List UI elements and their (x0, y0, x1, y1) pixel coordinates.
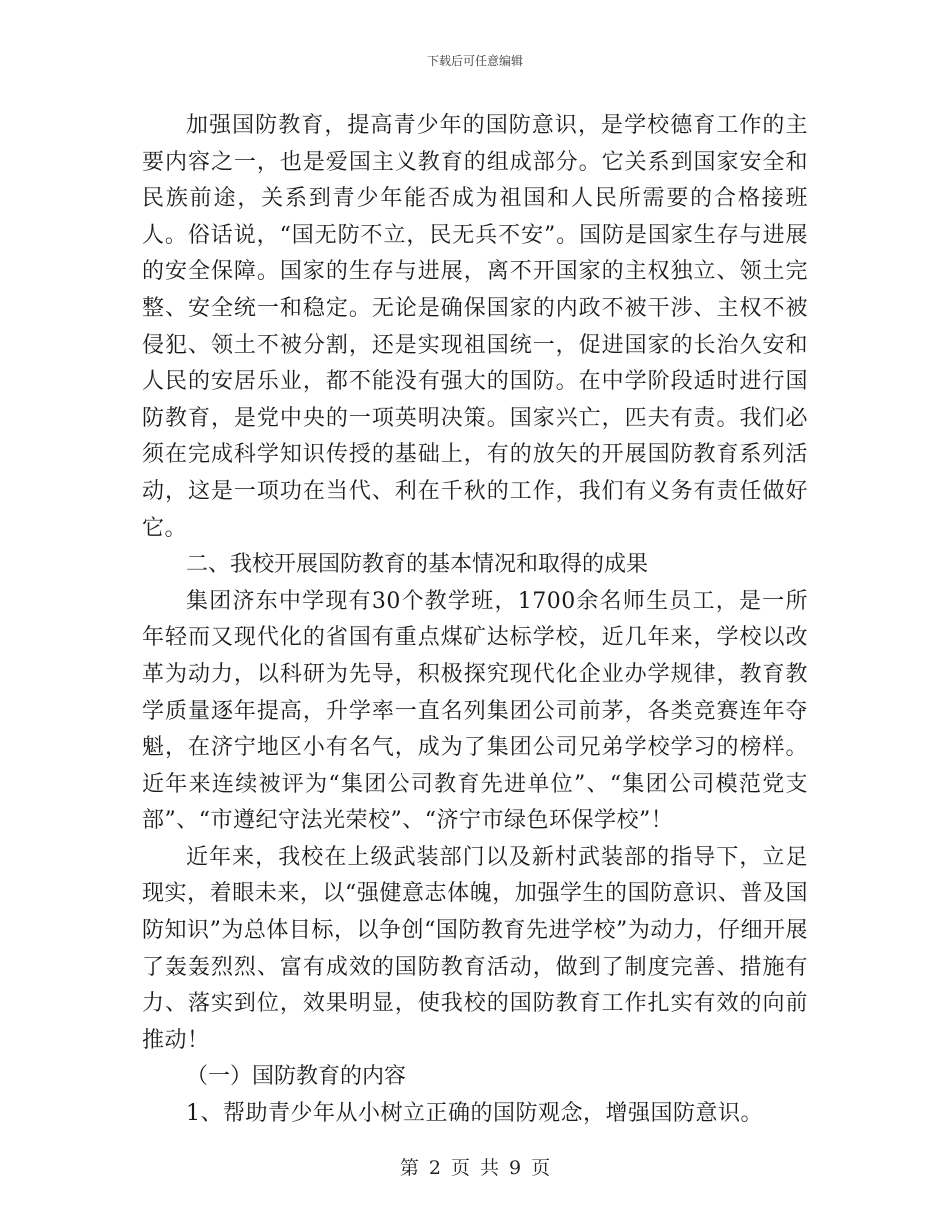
paragraph-school-overview: 集团济东中学现有30个教学班，1700余名师生员工，是一所年轻而又现代化的省国有重点煤矿达标学校，近几年来，学校以改革为动力，以科研为先导，积极探究现代化企业办学规律，教育教学质量逐年提高，升学率一直名列集团公司前茅，各类竞赛连年夺魁，在济宁地区小有名气，成为了集团公司兄弟学校学习的榜样。近年来连续被评为“集团公司教育先进单位”、“集团公司模范党支部”、“市遵纪守法光荣校”、“济宁市绿色环保学校”！ (142, 588, 808, 834)
section-heading-basic-situation: 二、我校开展国防教育的基本情况和取得的成果 (186, 552, 649, 578)
paragraph-national-defense-intro: 加强国防教育，提高青少年的国防意识，是学校德育工作的主要内容之一，也是爱国主义教育的组成部分。它关系到国家安全和民族前途，关系到青少年能否成为祖国和人民所需要的合格接班人。俗话说，“国无防不立，民无兵不安”。国防是国家生存与进展的安全保障。国家的生存与进展，离不开国家的主权独立、领土完整、安全统一和稳定。无论是确保国家的内政不被干涉、主权不被侵犯、领土不被分割，还是实现祖国统一，促进国家的长治久安和人民的安居乐业，都不能没有强大的国防。在中学阶段适时进行国防教育，是党中央的一项英明决策。国家兴亡，匹夫有责。我们必须在完成科学知识传授的基础上，有的放矢的开展国防教育系列活动，这是一项功在当代、利在千秋的工作，我们有义务有责任做好它。 (142, 113, 808, 541)
subsection-heading-education-content: （一）国防教育的内容 (186, 1064, 407, 1090)
list-item-1: 1、帮助青少年从小树立正确的国防观念，增强国防意识。 (186, 1101, 763, 1127)
paragraph-recent-activities: 近年来，我校在上级武装部门以及新村武装部的指导下，立足现实，着眼未来，以“强健意志体魄，加强学生的国防意识、普及国防知识”为总体目标，以争创“国防教育先进学校”为动力，仔细开展了轰轰烈烈、富有成效的国防教育活动，做到了制度完善、措施有力、落实到位，效果明显，使我校的国防教育工作扎实有效的向前推动！ (142, 844, 808, 1053)
document-body (142, 108, 808, 1133)
page-number-footer: 第 2 页 共 9 页 (399, 1157, 551, 1179)
page-header-note: 下载后可任意编辑 (426, 54, 523, 68)
